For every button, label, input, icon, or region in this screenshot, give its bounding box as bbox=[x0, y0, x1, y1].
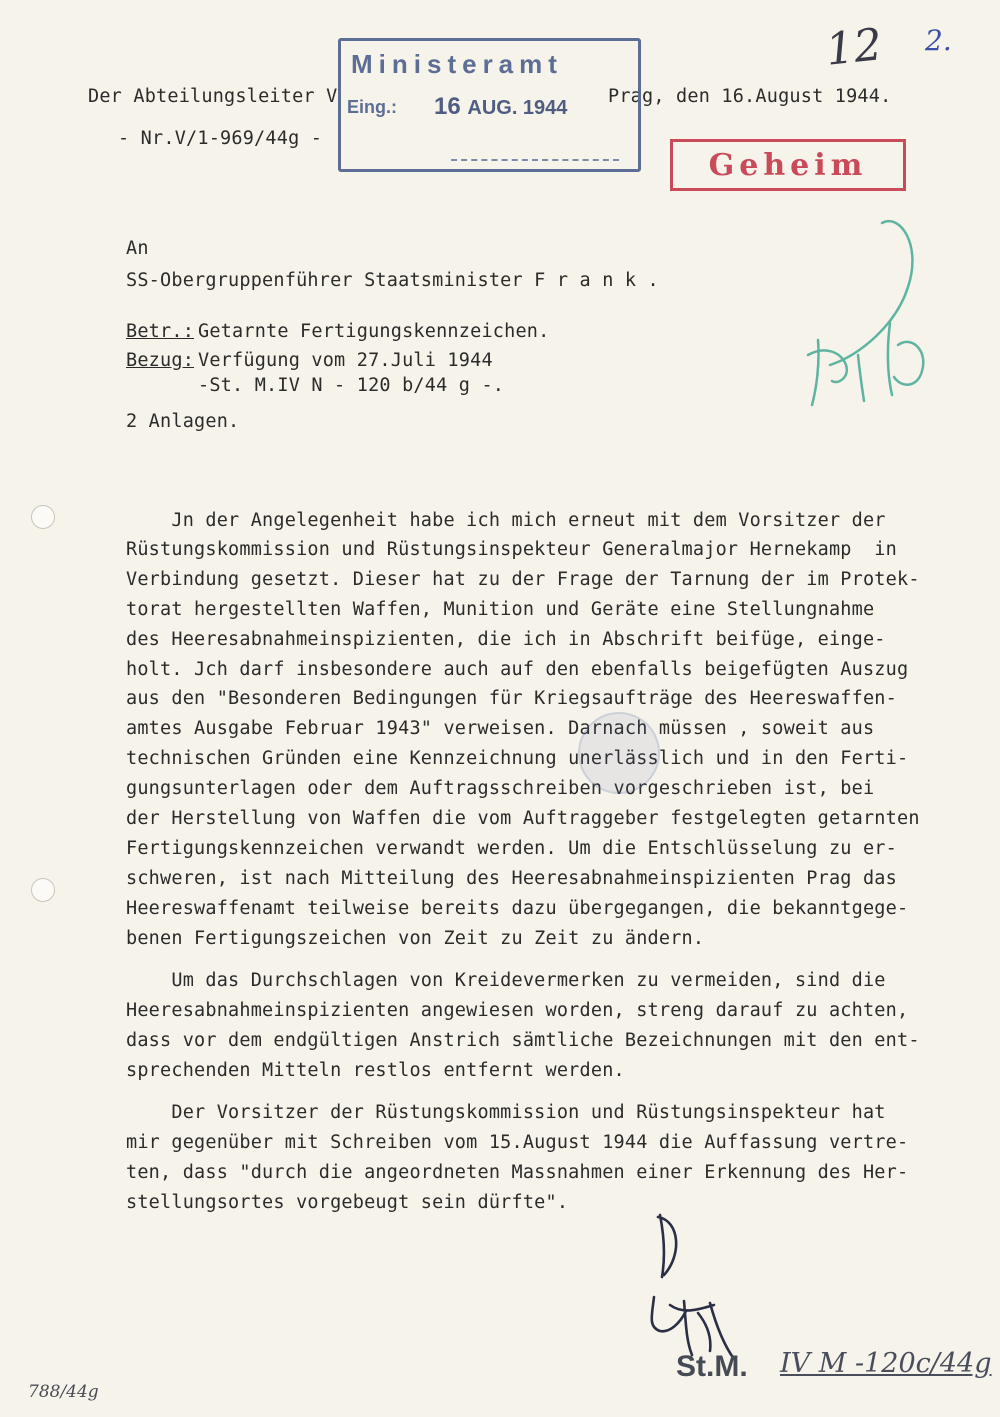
body-line: dass vor dem endgültigen Anstrich sämtliche Bezeichnungen mit den ent- bbox=[126, 1030, 920, 1051]
body-line: Der Vorsitzer der Rüstungskommission und Rüstungsinspekteur hat bbox=[126, 1102, 886, 1123]
stamp-rule bbox=[451, 159, 619, 161]
stamp-label: Eing.: bbox=[347, 97, 397, 117]
stamp-title: Ministeramt bbox=[351, 49, 563, 79]
author-signature bbox=[640, 1205, 750, 1370]
body-line: Verbindung gesetzt. Dieser hat zu der Frage der Tarnung der im Protek- bbox=[126, 569, 920, 590]
body-line: amtes Ausgabe Februar 1943" verweisen. Darnach müssen , soweit aus bbox=[126, 718, 875, 739]
body-line: des Heeresabnahmeinspizienten, die ich in Abschrift beifüge, einge- bbox=[126, 629, 886, 650]
received-stamp bbox=[338, 38, 641, 172]
recipient: SS-Obergruppenführer Staatsminister F r a n k . bbox=[126, 270, 659, 291]
enclosures: 2 Anlagen. bbox=[126, 411, 240, 432]
margin-reference: 788/44g bbox=[28, 1382, 99, 1402]
body-line: holt. Jch darf insbesondere auch auf den ebenfalls beigefügten Auszug bbox=[126, 659, 909, 680]
body-line: sprechenden Mitteln restlos entfernt werden. bbox=[126, 1060, 625, 1081]
bezug-line-2: -St. M.IV N - 120 b/44 g -. bbox=[198, 375, 505, 396]
address-to: An bbox=[126, 238, 149, 259]
body-line: ten, dass "durch die angeordneten Massnahmen einer Erkennung des Her- bbox=[126, 1162, 909, 1183]
body-line: Rüstungskommission und Rüstungsinspekteur Generalmajor Hernekamp in bbox=[126, 539, 897, 560]
stamp-date: 16 AUG. 1944 bbox=[434, 93, 568, 120]
classification-stamp: Geheim bbox=[670, 139, 906, 191]
body-line: Jn der Angelegenheit habe ich mich erneut mit dem Vorsitzer der bbox=[126, 510, 886, 531]
faint-stamp-mark bbox=[578, 712, 660, 794]
body-line: stellungsortes vorgebeugt sein dürfte". bbox=[126, 1192, 569, 1213]
body-line: benen Fertigungszeichen von Zeit zu Zeit zu ändern. bbox=[126, 928, 705, 949]
sender-line: Der Abteilungsleiter V bbox=[88, 86, 338, 107]
body-line: torat hergestellten Waffen, Munition und Geräte eine Stellungnahme bbox=[126, 599, 875, 620]
punch-hole bbox=[31, 505, 55, 529]
body-line: mir gegenüber mit Schreiben vom 15.August 1944 die Auffassung vertre- bbox=[126, 1132, 909, 1153]
body-line: Heereswaffenamt teilweise bereits dazu übergegangen, die bekanntgege- bbox=[126, 898, 909, 919]
body-line: Fertigungskennzeichen verwandt werden. Um die Entschlüsselung zu er- bbox=[126, 838, 897, 859]
body-line: der Herstellung von Waffen die vom Auftraggeber festgelegten getarnten bbox=[126, 808, 920, 829]
registry-stamp: St.M. bbox=[676, 1350, 748, 1383]
body-line: Heeresabnahmeinspizienten angewiesen worden, streng darauf zu achten, bbox=[126, 1000, 909, 1021]
betr-label: Betr.: bbox=[126, 321, 195, 342]
body-line: gungsunterlagen oder dem Auftragsschreiben vorgeschrieben ist, bei bbox=[126, 778, 875, 799]
reference-number: - Nr.V/1-969/44g - bbox=[118, 128, 323, 149]
green-initials-signature bbox=[790, 205, 950, 415]
bezug-label: Bezug: bbox=[126, 350, 195, 371]
corner-mark: 2. bbox=[925, 24, 952, 57]
body-line: schweren, ist nach Mitteilung des Heeresabnahmeinspizienten Prag das bbox=[126, 868, 897, 889]
body-line: aus den "Besonderen Bedingungen für Kriegsaufträge des Heereswaffen- bbox=[126, 688, 897, 709]
body-line: technischen Gründen eine Kennzeichnung unerlässlich und in den Ferti- bbox=[126, 748, 909, 769]
registry-reference: IV M -120c/44g bbox=[780, 1348, 992, 1379]
punch-hole bbox=[31, 878, 55, 902]
body-line: Um das Durchschlagen von Kreidevermerken zu vermeiden, sind die bbox=[126, 970, 886, 991]
place-date: Prag, den 16.August 1944. bbox=[608, 86, 892, 107]
betr-text: Getarnte Fertigungskennzeichen. bbox=[198, 321, 550, 342]
bezug-line-1: Verfügung vom 27.Juli 1944 bbox=[198, 350, 493, 371]
page-number: 12 bbox=[823, 19, 885, 76]
